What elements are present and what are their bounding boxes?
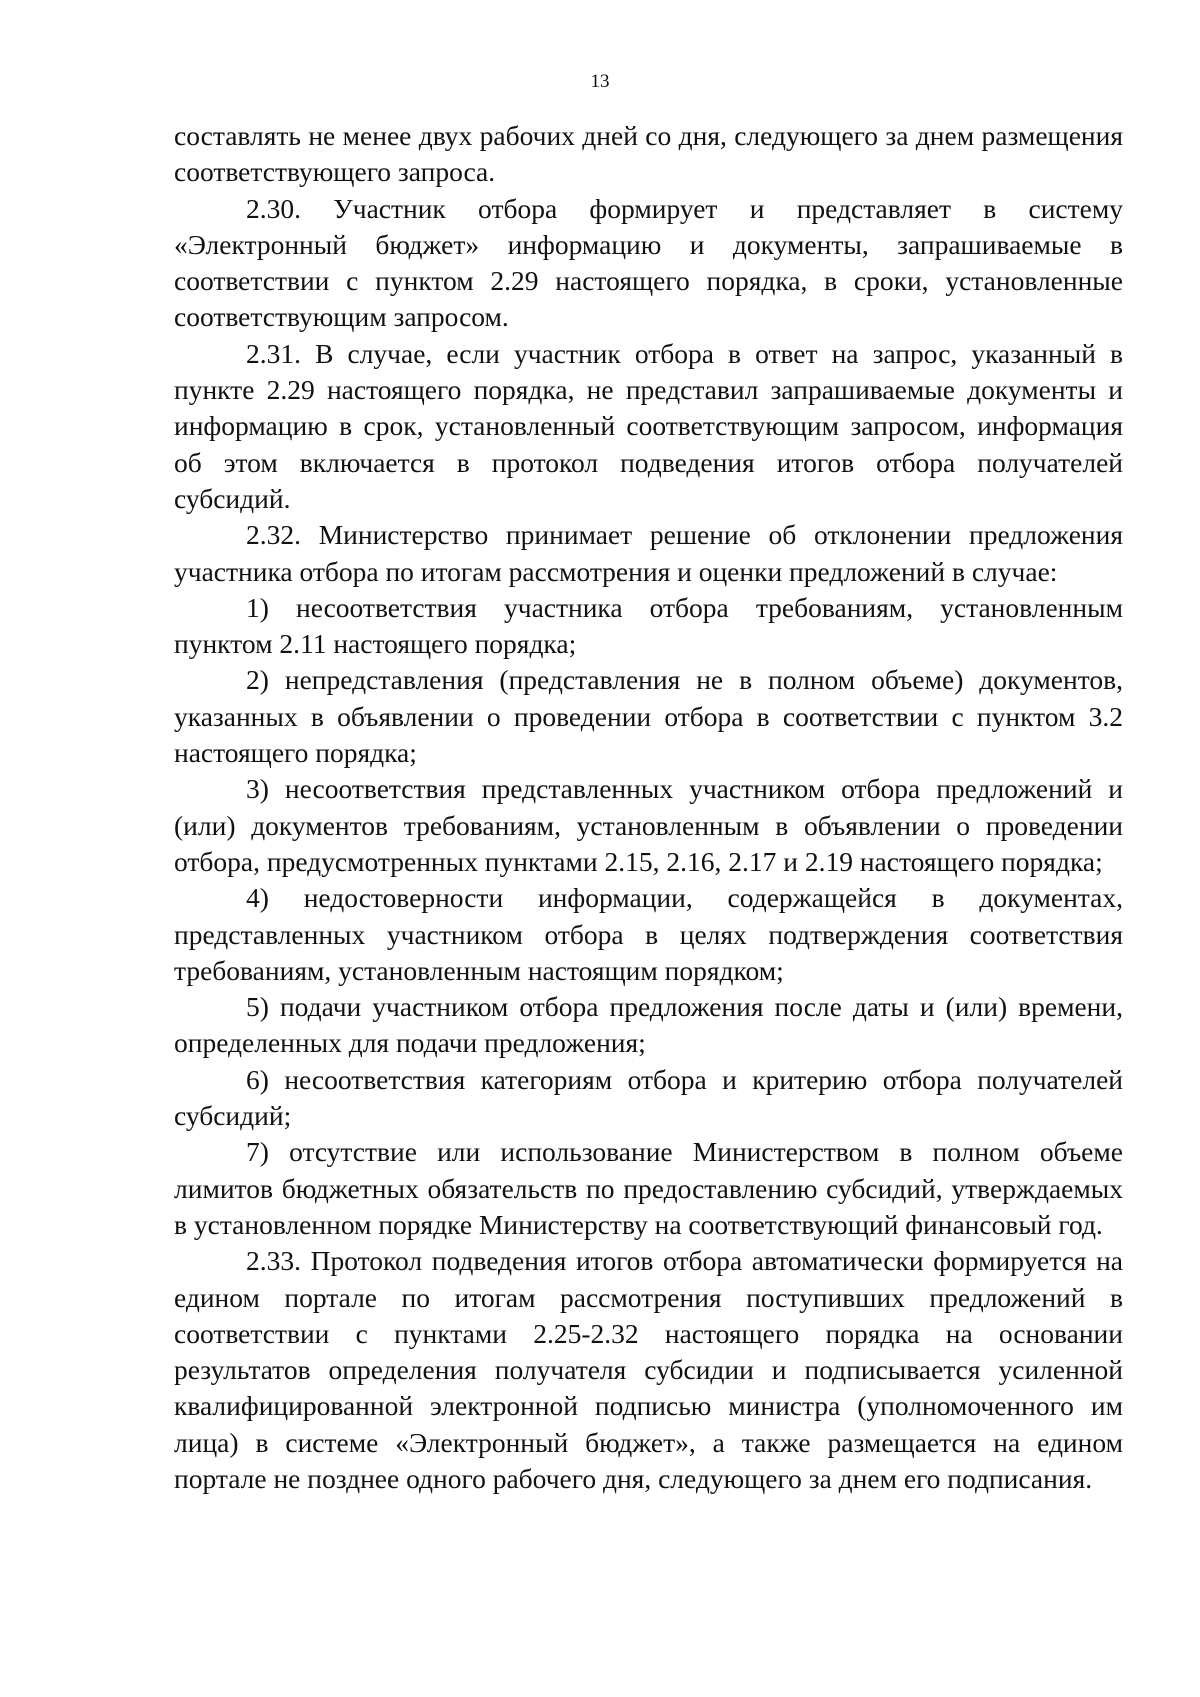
list-item-1: 1) несоответствия участника отбора требованиям, установленным пунктом 2.11 настоящего порядка; (174, 591, 1123, 660)
paragraph-2-32: 2.32. Министерство принимает решение об отклонении предложения участника отбора по итогам рассмотрения и оценки предложений в случае: (174, 519, 1123, 587)
list-item-6: 6) несоответствия категориям отбора и критерию отбора получателей субсидий; (174, 1063, 1123, 1132)
list-item-2: 2) непредставления (представления не в полном объеме) документов, указанных в объявлении о проведении отбора в соответствии с пунктом 3.2 настоящего порядка; (174, 664, 1123, 769)
list-item-5: 5) подачи участником отбора предложения после даты и (или) времени, определенных для подачи предложения; (174, 991, 1123, 1059)
paragraph-2-30: 2.30. Участник отбора формирует и представляет в систему «Электронный бюджет» информацию и документы, запрашиваемые в соответствии с пунктом 2.29 настоящего порядка, в сроки, установленные соответствующим запросом. (174, 192, 1123, 333)
page-number: 13 (590, 71, 610, 92)
document-body (174, 118, 1123, 1497)
paragraph-2-33: 2.33. Протокол подведения итогов отбора автоматически формируется на едином портале по итогам рассмотрения поступивших предложений в соответствии с пунктами 2.25-2.32 настоящего порядка на основании результатов определения получателя субсидии и подписывается усиленной квалифицированной электронной подписью министра (уполномоченного им лица) в системе «Электронный бюджет», а также размещается на едином портале не позднее одного рабочего дня, следующего за днем его подписания. (174, 1245, 1123, 1494)
list-item-4: 4) недостоверности информации, содержащейся в документах, представленных участником отбора в целях подтверждения соответствия требованиям, установленным настоящим порядком; (174, 882, 1123, 986)
list-item-3: 3) несоответствия представленных участником отбора предложений и (или) документов требованиям, установленным в объявлении о проведении отбора, предусмотренных пунктами 2.15, 2.16, 2.17 и 2.19 настоящего порядка; (174, 773, 1123, 877)
list-item-7: 7) отсутствие или использование Министерством в полном объеме лимитов бюджетных обязательств по предоставлению субсидий, утверждаемых в установленном порядке Министерству на соответствующий финансовый год. (174, 1136, 1123, 1240)
paragraph-2-31: 2.31. В случае, если участник отбора в ответ на запрос, указанный в пункте 2.29 настоящего порядка, не представил запрашиваемые документы и информацию в срок, установленный соответствующим запросом, информация об этом включается в протокол подведения итогов отбора получателей субсидий. (174, 337, 1123, 514)
paragraph-continuation: составлять не менее двух рабочих дней со дня, следующего за днем размещения соответствующего запроса. (174, 120, 1123, 188)
